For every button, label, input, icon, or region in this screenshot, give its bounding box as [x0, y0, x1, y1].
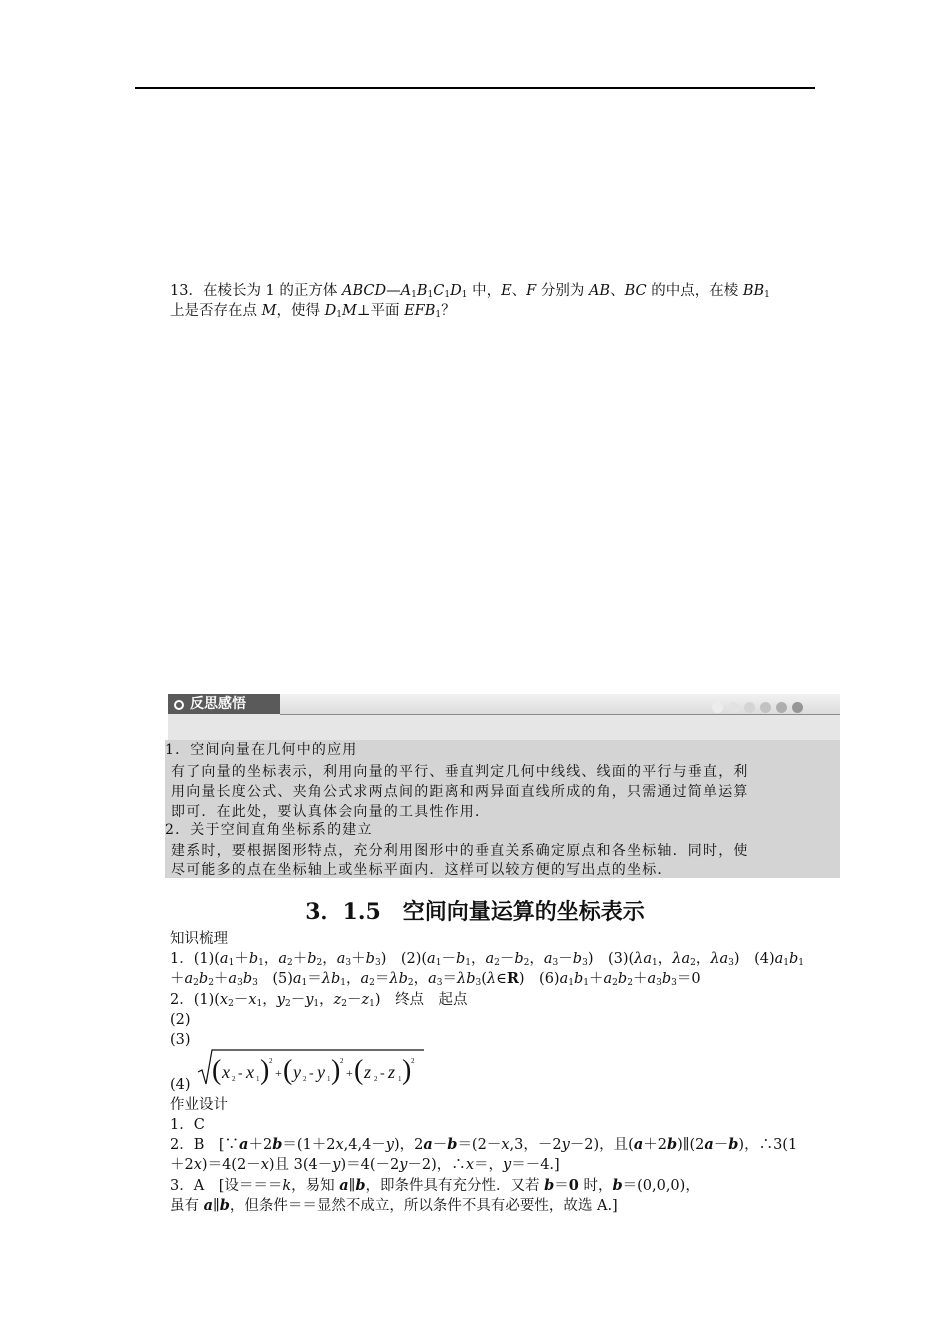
reflection-item-1-line: 有了向量的坐标表示，利用向量的平行、垂直判定几何中线线、线面的平行与垂直，利: [171, 764, 749, 780]
svg-text:1: 1: [327, 1075, 331, 1083]
dot-icon: [760, 702, 771, 713]
svg-text:+: +: [346, 1066, 353, 1080]
banner-shade: [168, 714, 840, 740]
reflection-item-1-title: 1．空间向量在几何中的应用: [165, 742, 358, 758]
bullet-circle-icon: [174, 700, 184, 710]
answer-text: ，但条件＝＝显然不成立，所以条件不具有必要性，故选 A.]: [229, 1198, 618, 1214]
dot-icon: [744, 702, 755, 713]
svg-text:): ): [331, 1055, 341, 1086]
dot-icon: [776, 702, 787, 713]
reflection-item-2-line: 尽可能多的点在坐标轴上或坐标平面内．这样可以较方便的写出点的坐标．: [171, 862, 673, 878]
answer-line: (2): [170, 1012, 191, 1028]
svg-text:2: 2: [232, 1075, 236, 1083]
reflection-item-2-title: 2．关于空间直角坐标系的建立: [165, 822, 373, 838]
problem-text: ⊥平面: [356, 303, 405, 319]
reflection-item-2-line: 建系时，要根据图形特点，充分利用图形中的垂直关系确定原点和各坐标轴．同时，使: [171, 843, 749, 859]
svg-text:2: 2: [303, 1075, 307, 1083]
svg-text:1: 1: [256, 1075, 260, 1083]
svg-text:y: y: [293, 1062, 301, 1082]
svg-text:2: 2: [269, 1057, 273, 1065]
problem-text: 中，: [467, 283, 502, 299]
svg-text:y: y: [317, 1062, 325, 1082]
svg-text:-: -: [380, 1066, 385, 1081]
homework-answer: 1．C: [170, 1117, 205, 1133]
svg-text:-: -: [309, 1066, 314, 1081]
problem-text: ？: [441, 303, 456, 319]
answer-line: (4): [170, 1077, 191, 1093]
svg-text:(: (: [212, 1055, 222, 1086]
svg-text:(: (: [354, 1055, 364, 1086]
header-rule: [135, 87, 815, 89]
homework-answer: 3．A [设＝＝＝k，易知 a∥b，即条件具有充分性．又若 b＝0 时，b＝(0,0,0)，: [170, 1177, 700, 1194]
banner-title-text: 反思感悟: [190, 696, 246, 712]
problem-text: ，使得: [276, 303, 325, 319]
banner-title: [168, 694, 280, 714]
problem-text: 上是否存在点: [170, 303, 262, 319]
svg-text:x: x: [222, 1062, 230, 1082]
svg-text:2: 2: [340, 1057, 344, 1065]
svg-text:(: (: [283, 1055, 293, 1086]
svg-text:2: 2: [411, 1057, 415, 1065]
dot-icon: [728, 702, 739, 713]
svg-text:2: 2: [374, 1075, 378, 1083]
svg-text:1: 1: [398, 1075, 402, 1083]
svg-text:): ): [260, 1055, 270, 1086]
dot-icon: [712, 702, 723, 713]
section-heading: 3．1.5 空间向量运算的坐标表示: [305, 899, 645, 925]
homework-label: 作业设计: [170, 1097, 228, 1113]
homework-answer: ＋2x)＝4(2－x)且 3(4－y)＝4(－2y－2)，∴x＝，y＝－4.]: [170, 1157, 560, 1173]
svg-text:-: -: [238, 1066, 243, 1081]
dot-icon: [792, 702, 803, 713]
homework-answer: 2．B [∵a＋2b＝(1＋2x,4,4－y)，2a－b＝(2－x,3，－2y－2)，且(a＋2b)∥(2a－b)，∴3(1: [170, 1136, 798, 1153]
answer-line: $+a_2b_2+a_3b_3$ $(5)a_1=\lambda b_1$，$a_2=\lambda b_2$，$a_3=\lambda b_3(\lambda\in R)$ $(6)a_1b_1+a_2b_2+a_3b_3=0$: [170, 970, 701, 988]
homework-answer: 虽有 a∥b，但条件＝＝显然不成立，所以条件不具有必要性，故选 A.]: [170, 1197, 618, 1214]
problem-text: 分别为: [536, 283, 589, 299]
banner-dots: [712, 698, 808, 717]
problem-text: 13．在棱长为 1 的正方体: [170, 283, 343, 299]
svg-text:z: z: [388, 1062, 396, 1082]
svg-text:): ): [402, 1055, 412, 1086]
answer-text: 虽有: [170, 1198, 199, 1214]
svg-text:x: x: [246, 1062, 254, 1082]
answer-line: (3): [170, 1032, 191, 1048]
reflection-item-1-line: 用向量长度公式、夹角公式求两点间的距离和两异面直线所成的角，只需通过简单运算: [171, 784, 749, 800]
answer-words: 终点 起点: [395, 992, 468, 1008]
reflection-box: [165, 740, 840, 878]
problem-13-line-2: 上是否存在点 M，使得 $D_1M\perp$平面 $EFB_1$？: [170, 303, 456, 320]
problem-13-line-1: 13．在棱长为 1 的正方体 $ABCD—A_1B_1C_1D_1$ 中，E、F 分别为 AB、BC 的中点，在棱 $BB_1$: [170, 283, 770, 300]
problem-text: 的中点，在棱: [646, 283, 743, 299]
svg-text:+: +: [275, 1066, 282, 1080]
distance-formula: [196, 1046, 426, 1090]
svg-text:z: z: [364, 1062, 372, 1082]
knowledge-label: 知识梳理: [170, 931, 228, 947]
answer-line: 2．$(1)(x_2-x_1$，$y_2-y_1$，$z_2-z_1$) 终点 起点: [170, 992, 468, 1009]
reflection-item-1-line: 即可．在此处，要认真体会向量的工具性作用．: [171, 804, 491, 820]
answer-line: 1．$(1)(a_1+b_1$，$a_2+b_2$，$a_3+b_3$) $(2)(a_1-b_1$，$a_2-b_2$，$a_3-b_3$) $(3)(\lambda a_1$，$\lambda a_2$，$\lambda a_3$) $(4)a_1b_1$: [170, 951, 805, 968]
